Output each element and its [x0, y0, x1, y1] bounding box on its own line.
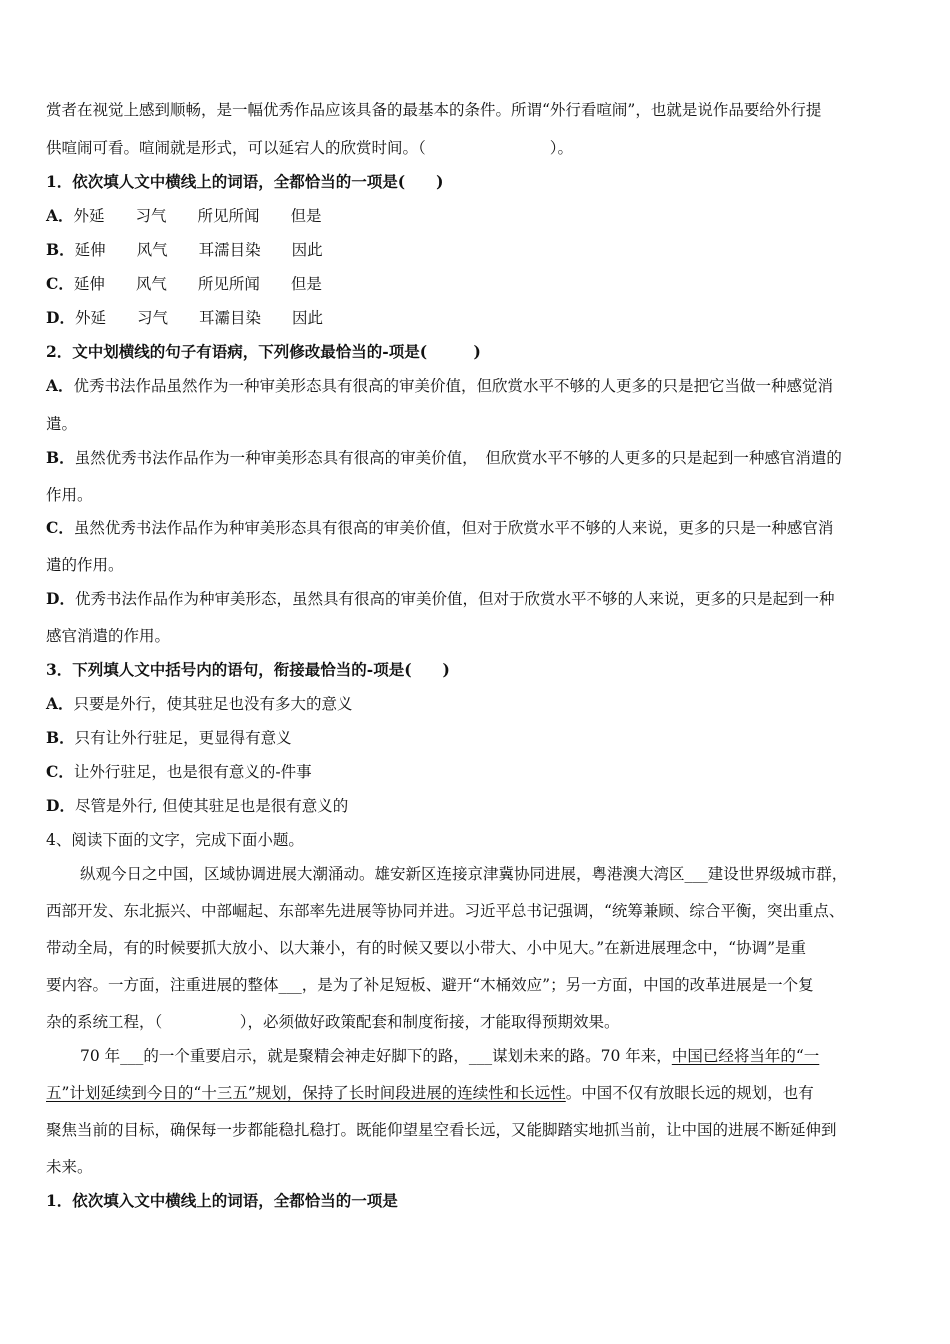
option-label: D． [46, 796, 75, 815]
option-text: 外延 习气 耳灞目染 因此 [74, 309, 323, 327]
option-text: 尽管是外行, 但使其驻足也是很有意义的 [74, 797, 349, 815]
q2-option-c [46, 518, 908, 538]
passage-line: 供喧闹可看。喧闹就是形式，可以延宕人的欣赏时间。（ ）。 [46, 139, 574, 157]
q1-option-a [46, 206, 908, 226]
option-label: A． [46, 206, 74, 225]
option-text: 虽然优秀书法作品作为一种审美形态具有很高的审美价值， 但欣赏水平不够的人更多的只是起到一种感官消遣的 [74, 449, 842, 467]
q3-option-c [46, 762, 908, 782]
question-stem-text: 1．依次填入文中横线上的词语，全都恰当的一项是 [46, 1191, 398, 1210]
option-label: A． [46, 694, 74, 713]
question-stem-text: 1．依次填人文中横线上的词语，全都恰当的一项是( ) [46, 172, 444, 191]
q2-option-d-cont: 感官消遣的作用。 [46, 627, 171, 645]
reading-paragraph-line: 西部开发、东北振兴、中部崛起、东部率先进展等协同并进。习近平总书记强调，“统筹兼顾、综合平衡，突出重点、 [46, 902, 845, 920]
reading-paragraph-line [80, 1046, 908, 1066]
section-4-heading: 4、阅读下面的文字，完成下面小题。 [46, 831, 304, 849]
reading-paragraph-line: 聚焦当前的目标，确保每一步都能稳扎稳打。既能仰望星空看长远，又能脚踏实地抓当前，让中国的进展不断延伸到 [46, 1121, 837, 1139]
option-label: D． [46, 589, 75, 608]
option-label: B． [46, 240, 75, 259]
option-label: D． [46, 308, 75, 327]
option-text: 优秀书法作品作为种审美形态，虽然具有很高的审美价值，但对于欣赏水平不够的人来说，更多的只是起到一种 [74, 590, 835, 608]
q2-option-a-cont: 遣。 [46, 415, 78, 433]
question-stem-text: 3．下列填人文中括号内的语句，衔接最恰当的-项是( ) [46, 660, 450, 679]
reading-paragraph-line [46, 1083, 908, 1103]
reading-paragraph-line: 纵观今日之中国，区域协调进展大潮涌动。雄安新区连接京津冀协同进展，粤港澳大湾区___建设世界级城市群， [80, 865, 848, 883]
underlined-sentence: 中国已经将当年的“一 [671, 1047, 820, 1065]
section-4-question-1-stem [46, 1191, 908, 1211]
reading-paragraph-line: 未来。 [46, 1158, 93, 1176]
q1-option-b [46, 240, 908, 260]
paragraph-text: 。中国不仅有放眼长远的规划，也有 [565, 1084, 814, 1102]
option-text: 虽然优秀书法作品作为种审美形态具有很高的审美价值，但对于欣赏水平不够的人来说，更多的只是一种感官消 [73, 519, 834, 537]
question-3-stem [46, 660, 908, 680]
q2-option-d [46, 589, 908, 609]
reading-paragraph-line: 要内容。一方面，注重进展的整体___，是为了补足短板、避开“木桶效应”；另一方面，中国的改革进展是一个复 [46, 976, 814, 994]
option-text: 延伸 风气 所见所闻 但是 [73, 275, 322, 293]
q2-option-b [46, 448, 908, 468]
reading-paragraph-line: 带动全局，有的时候要抓大放小、以大兼小，有的时候又要以小带大、小中见大。”在新进展理念中，“协调”是重 [46, 939, 807, 957]
option-label: C． [46, 274, 74, 293]
option-text: 优秀书法作品虽然作为一种审美形态具有很高的审美价值，但欣赏水平不够的人更多的只是把它当做一种感觉消 [73, 377, 834, 395]
option-label: C． [46, 762, 74, 781]
q3-option-a [46, 694, 908, 714]
question-1-stem [46, 172, 908, 192]
option-text: 只有让外行驻足，更显得有意义 [74, 729, 292, 747]
option-text: 外延 习气 所见所闻 但是 [73, 207, 322, 225]
underlined-sentence: 五”计划延续到今日的“十三五”规划，保持了长时间段进展的连续性和长远性 [46, 1084, 566, 1102]
paragraph-text: 70 年___的一个重要启示，就是聚精会神走好脚下的路，___谋划未来的路。70 年来， [80, 1047, 672, 1065]
q1-option-c [46, 274, 908, 294]
q2-option-a [46, 376, 908, 396]
q3-option-d [46, 796, 908, 816]
question-2-stem [46, 342, 908, 362]
option-text: 延伸 风气 耳濡目染 因此 [74, 241, 323, 259]
option-label: A． [46, 376, 74, 395]
option-label: B． [46, 448, 75, 467]
passage-line: 赏者在视觉上感到顺畅，是一幅优秀作品应该具备的最基本的条件。所谓“外行看喧闹”，也就是说作品要给外行提 [46, 101, 822, 119]
question-stem-text: 2．文中划横线的句子有语病，下列修改最恰当的-项是( ) [46, 342, 481, 361]
option-text: 让外行驻足，也是很有意义的-件事 [73, 763, 312, 781]
option-label: C． [46, 518, 74, 537]
q2-option-b-cont: 作用。 [46, 486, 93, 504]
reading-paragraph-line: 杂的系统工程，（ ），必须做好政策配套和制度衔接，才能取得预期效果。 [46, 1013, 620, 1031]
option-text: 只要是外行，使其驻足也没有多大的意义 [73, 695, 353, 713]
q3-option-b [46, 728, 908, 748]
q1-option-d [46, 308, 908, 328]
option-label: B． [46, 728, 75, 747]
q2-option-c-cont: 遣的作用。 [46, 556, 124, 574]
